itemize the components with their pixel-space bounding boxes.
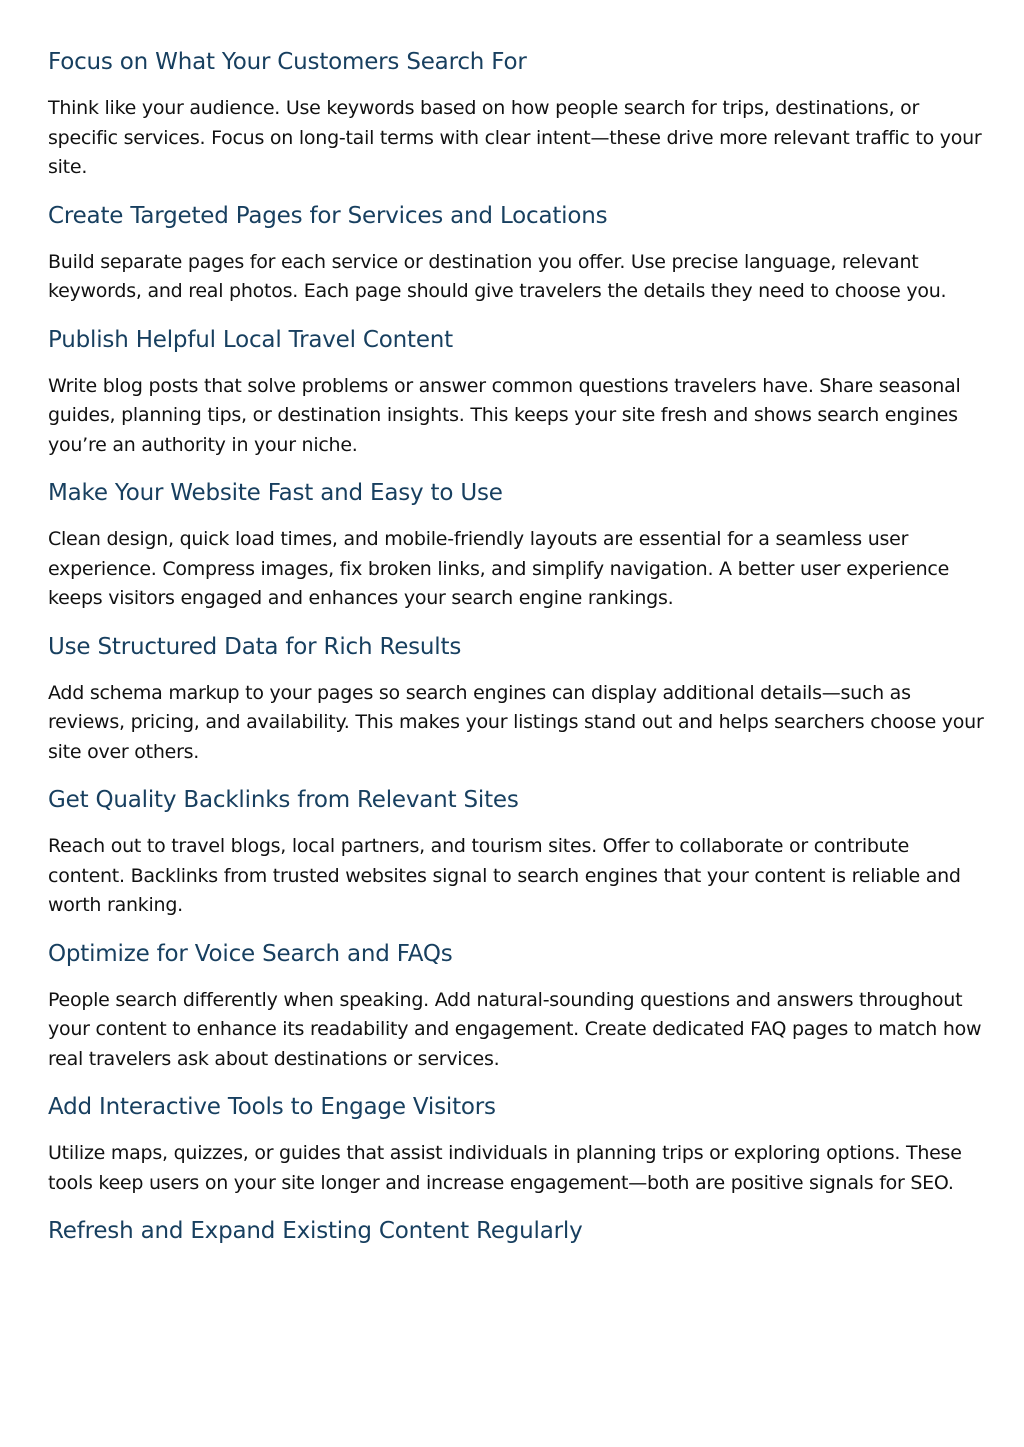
section-paragraph: Think like your audience. Use keywords based on how people search for trips, destinations, or specific services. Focus on long-tail terms with clear intent—these drive more relevant traffic to your site. xyxy=(48,97,982,178)
section-paragraph: Utilize maps, quizzes, or guides that assist individuals in planning trips or exploring options. These tools keep users on your site longer and increase engagement—both are positive signals for SEO. xyxy=(48,1142,962,1194)
section-heading: Make Your Website Fast and Easy to Use xyxy=(48,480,503,506)
section-fast-website xyxy=(48,475,976,614)
section-heading: Publish Helpful Local Travel Content xyxy=(48,326,453,353)
section-heading: Create Targeted Pages for Services and Locations xyxy=(48,202,608,229)
section-heading: Use Structured Data for Rich Results xyxy=(48,633,462,660)
section-local-content xyxy=(48,322,976,461)
section-paragraph: Reach out to travel blogs, local partners, and tourism sites. Offer to collaborate or contribute content. Backlinks from trusted websites signal to search engines that your content is reliable and worth ranking. xyxy=(48,835,961,916)
section-structured-data xyxy=(48,629,984,768)
section-paragraph: Add schema markup to your pages so search engines can display additional details—such as reviews, pricing, and availability. This makes your listings stand out and helps searchers choose your site over others. xyxy=(48,681,984,763)
section-backlinks xyxy=(48,782,976,921)
section-paragraph: Write blog posts that solve problems or answer common questions travelers have. Share seasonal guides, planning tips, or destination insights. This keeps your site fresh and shows search engines you’re an authority in your niche. xyxy=(48,374,961,456)
section-heading: Add Interactive Tools to Engage Visitors xyxy=(48,1094,496,1120)
section-paragraph: Build separate pages for each service or destination you offer. Use precise language, relevant keywords, and real photos. Each page should give travelers the details they need to choose you. xyxy=(48,250,947,302)
section-targeted-pages xyxy=(48,198,976,307)
section-voice-search xyxy=(48,936,982,1075)
section-heading: Get Quality Backlinks from Relevant Sites xyxy=(48,787,519,813)
section-heading: Refresh and Expand Existing Content Regularly xyxy=(48,1218,583,1244)
section-interactive-tools xyxy=(48,1089,976,1198)
section-refresh-content xyxy=(48,1213,976,1249)
section-paragraph: Clean design, quick load times, and mobile-friendly layouts are essential for a seamless user experience. Compress images, fix broken links, and simplify navigation. A better user experience keeps visitors engaged and enhances your search engine rankings. xyxy=(48,528,950,609)
section-heading: Optimize for Voice Search and FAQs xyxy=(48,940,453,967)
section-paragraph: People search differently when speaking. Add natural-sounding questions and answers throughout your content to enhance its readability and engagement. Create dedicated FAQ pages to match how real travelers ask about destinations or services. xyxy=(48,988,982,1070)
section-heading: Focus on What Your Customers Search For xyxy=(48,49,527,75)
section-focus-customers xyxy=(48,44,982,183)
